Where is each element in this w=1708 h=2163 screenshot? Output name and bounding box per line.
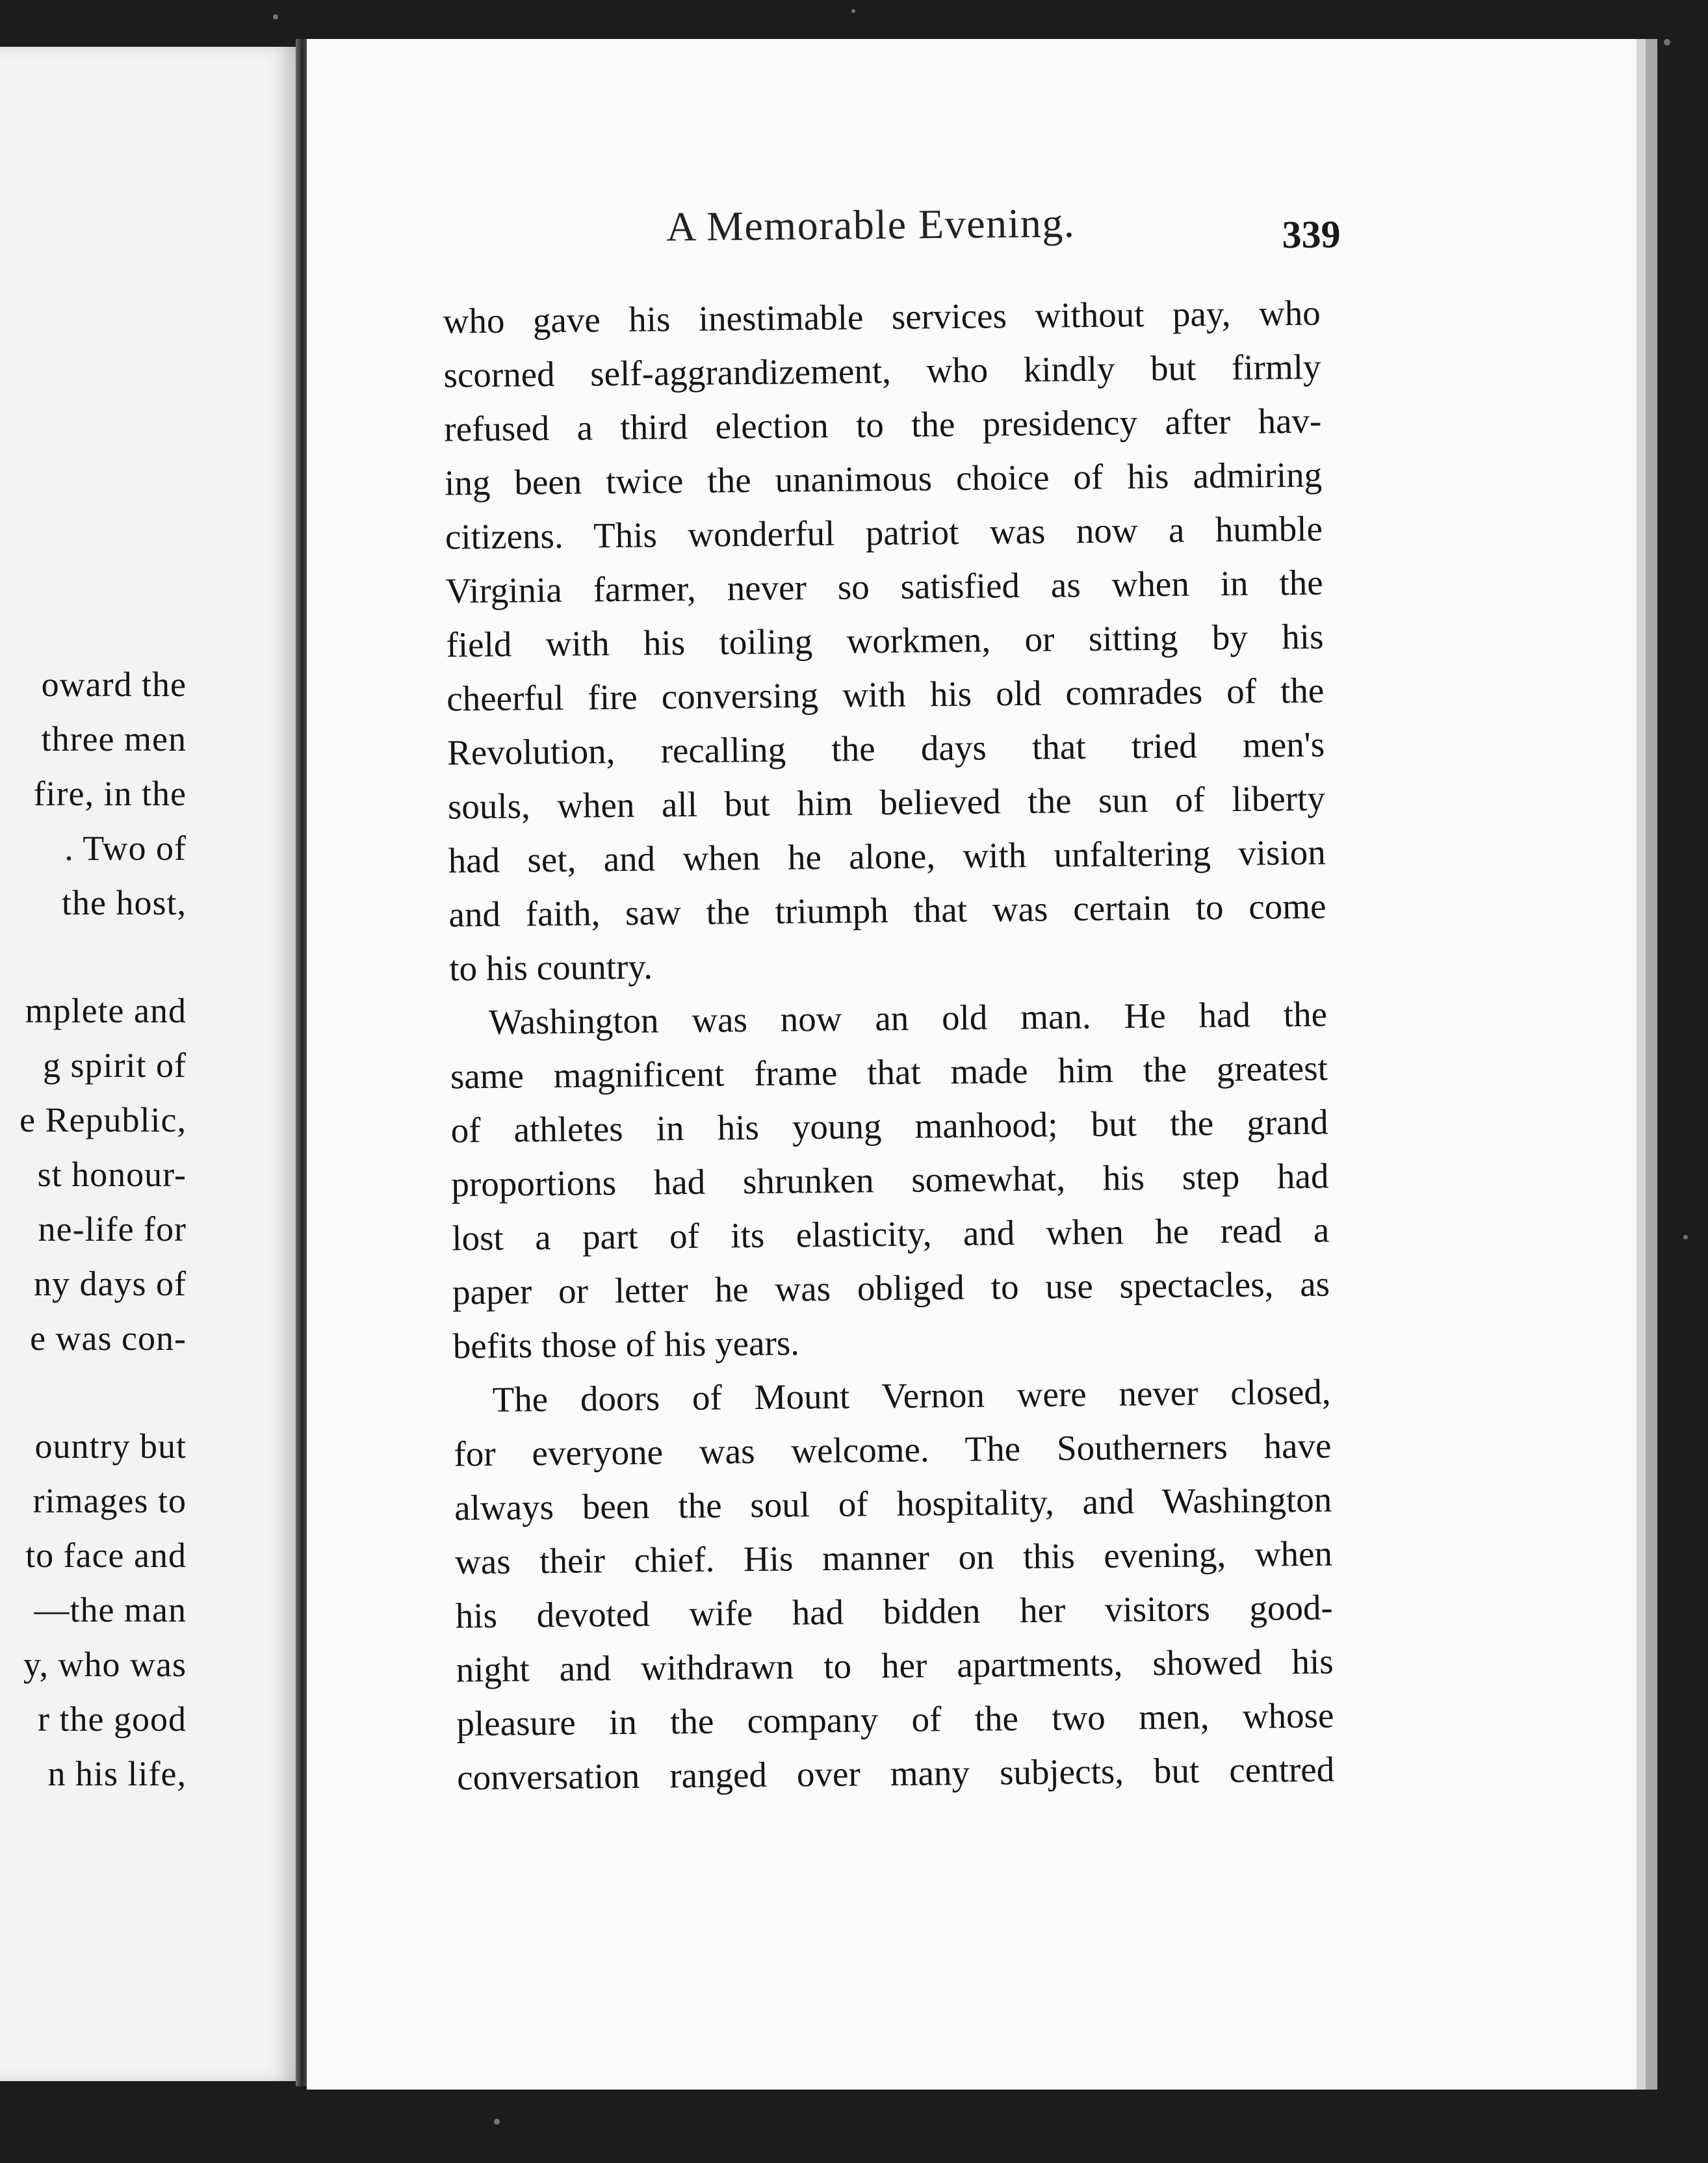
text-line: who gave his inestimable services without pay, who: [443, 292, 1321, 341]
film-speck: [1683, 1235, 1688, 1239]
text-line: always been the soul of hospitality, and Washington: [454, 1479, 1332, 1528]
text-line: conversation ranged over many subjects, but centred: [456, 1749, 1335, 1798]
text-line: lost a part of its elasticity, and when he read a: [451, 1210, 1330, 1258]
film-speck: [851, 9, 855, 13]
left-page-line: rimages to: [32, 1481, 187, 1520]
text-line: night and withdrawn to her apartments, showed his: [456, 1641, 1334, 1690]
left-page-line: . Two of: [64, 829, 187, 868]
left-page-line: e Republic,: [19, 1100, 187, 1139]
film-speck: [1664, 39, 1670, 45]
left-page-line: to face and: [25, 1536, 187, 1575]
text-line: same magnificent frame that made him the greatest: [450, 1048, 1328, 1096]
page-text-block: [298, 32, 1647, 2095]
left-page-line: the host,: [62, 883, 187, 922]
left-page-line: e was con-: [30, 1319, 187, 1358]
left-page-line: mplete and: [25, 991, 187, 1030]
film-speck: [494, 2119, 500, 2125]
left-page-line: fire, in the: [33, 774, 187, 813]
text-line: Revolution, recalling the days that tried men's: [446, 724, 1325, 773]
text-line: Virginia farmer, never so satisfied as when in the: [445, 562, 1323, 611]
text-line: field with his toiling workmen, or sitting by his: [446, 616, 1324, 665]
text-line: scorned self-aggrandizement, who kindly but firmly: [443, 346, 1321, 395]
text-line: cheerful fire conversing with his old comrades of the: [446, 670, 1325, 719]
text-line: Washington was now an old man. He had the: [488, 994, 1328, 1042]
left-page-line: r the good: [38, 1700, 187, 1739]
text-line: of athletes in his young manhood; but the grand: [450, 1102, 1328, 1150]
text-line: The doors of Mount Vernon were never closed,: [492, 1371, 1331, 1419]
running-head: A Memorable Evening.: [666, 200, 1076, 250]
text-line: befits those of his years.: [452, 1323, 800, 1366]
film-speck: [273, 14, 278, 19]
text-line: ing been twice the unanimous choice of his admiring: [444, 454, 1323, 503]
left-page-line: three men: [41, 719, 187, 758]
left-page-line: oward the: [41, 665, 187, 704]
text-line: to his country.: [448, 946, 653, 989]
text-line: paper or letter he was obliged to use spectacles, as: [452, 1263, 1330, 1312]
text-line: for everyone was welcome. The Southerners have: [454, 1425, 1332, 1474]
text-line: pleasure in the company of the two men, whose: [456, 1695, 1334, 1744]
left-page-line: st honour-: [37, 1155, 187, 1194]
text-line: had set, and when he alone, with unfaltering vision: [448, 832, 1326, 881]
left-page-line: y, who was: [23, 1645, 187, 1684]
left-page-line: n his life,: [47, 1754, 187, 1793]
left-facing-page: [0, 47, 296, 2081]
text-line: proportions had shrunken somewhat, his step had: [451, 1156, 1329, 1204]
left-page-line: ne-life for: [38, 1210, 187, 1249]
left-page-line: ountry but: [34, 1427, 187, 1466]
text-line: refused a third election to the presidency after hav-: [444, 400, 1322, 449]
left-page-line: g spirit of: [43, 1046, 187, 1085]
left-page-line: —the man: [34, 1590, 187, 1629]
text-line: souls, when all but him believed the sun of liberty: [447, 778, 1326, 827]
right-page: [307, 39, 1646, 2090]
text-line: was their chief. His manner on this evening, when: [454, 1533, 1333, 1582]
page-number: 339: [1282, 213, 1341, 257]
text-line: his devoted wife had bidden her visitors good-: [455, 1587, 1334, 1636]
left-page-line: ny days of: [34, 1264, 187, 1303]
text-line: and faith, saw the triumph that was certain to come: [448, 886, 1326, 935]
text-line: citizens. This wonderful patriot was now a humble: [445, 508, 1323, 557]
